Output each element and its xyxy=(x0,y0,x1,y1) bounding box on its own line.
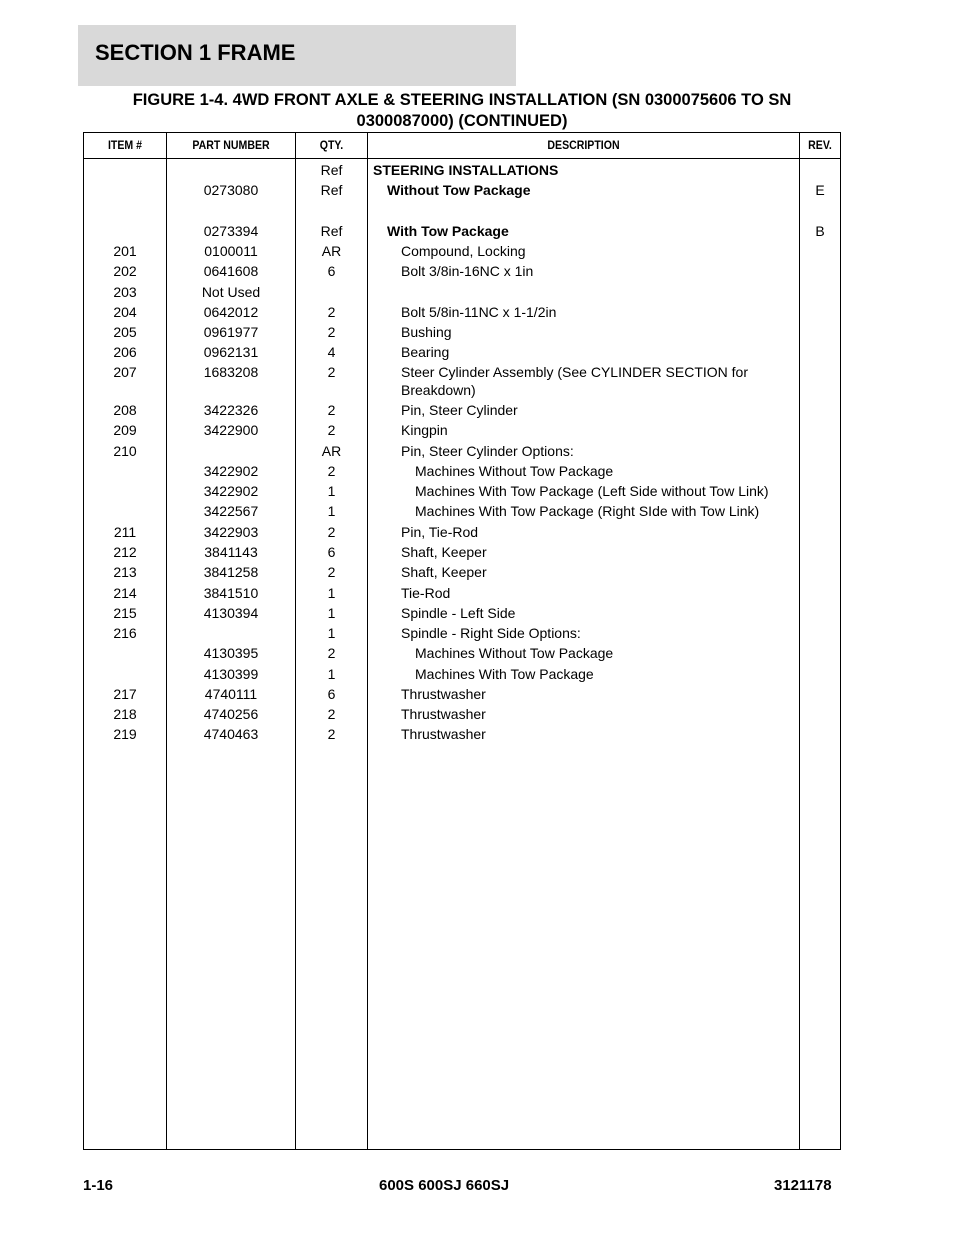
table-row xyxy=(84,283,840,301)
quantity: 1 xyxy=(327,666,336,682)
description: Spindle - Left Side xyxy=(401,605,516,621)
part-number: 4130395 xyxy=(203,645,259,661)
quantity: 6 xyxy=(327,544,336,560)
description: Thrustwasher xyxy=(401,686,486,702)
item-number: 214 xyxy=(113,585,137,601)
item-number: 207 xyxy=(113,364,137,380)
quantity: 2 xyxy=(327,402,336,418)
item-number: 213 xyxy=(113,564,137,580)
table-row xyxy=(84,523,840,541)
table-row xyxy=(84,242,840,260)
item-number: 201 xyxy=(113,243,137,259)
table-row xyxy=(84,323,840,341)
table-row xyxy=(84,442,840,460)
item-number: 204 xyxy=(113,304,137,320)
quantity: AR xyxy=(321,443,342,459)
table-row xyxy=(84,685,840,703)
part-number: 3422902 xyxy=(203,463,259,479)
table-row xyxy=(84,584,840,602)
header-part-number: PART NUMBER xyxy=(192,138,270,152)
description: Bolt 3/8in-16NC x 1in xyxy=(401,263,534,279)
quantity: 1 xyxy=(327,503,336,519)
table-row xyxy=(84,462,840,480)
quantity: 2 xyxy=(327,726,336,742)
quantity: 2 xyxy=(327,706,336,722)
quantity: 2 xyxy=(327,645,336,661)
item-number: 218 xyxy=(113,706,137,722)
table-row xyxy=(84,543,840,561)
item-number: 209 xyxy=(113,422,137,438)
quantity: 2 xyxy=(327,422,336,438)
table-row xyxy=(84,401,840,419)
quantity: 2 xyxy=(327,364,336,380)
item-number: 212 xyxy=(113,544,137,560)
quantity: 2 xyxy=(327,324,336,340)
table-row xyxy=(84,421,840,439)
table-row xyxy=(84,624,840,642)
part-number: 4740111 xyxy=(204,686,258,702)
quantity: 6 xyxy=(327,263,336,279)
part-number: 0273394 xyxy=(203,223,259,239)
part-number: 3422326 xyxy=(203,402,259,418)
quantity: 1 xyxy=(327,483,336,499)
figure-title-line2: 0300087000) (CONTINUED) xyxy=(356,112,568,130)
table-row xyxy=(84,343,840,361)
quantity: 6 xyxy=(327,686,336,702)
item-number: 216 xyxy=(113,625,137,641)
table-row xyxy=(84,363,840,399)
header-rev: REV. xyxy=(808,138,832,152)
part-number: 3841143 xyxy=(204,544,258,560)
description: Steer Cylinder Assembly (See CYLINDER SECTION for Breakdown) xyxy=(401,364,748,398)
item-number: 217 xyxy=(113,686,137,702)
description xyxy=(373,283,801,301)
description: Machines Without Tow Package xyxy=(415,463,614,479)
quantity: 2 xyxy=(327,564,336,580)
figure-title-line1: FIGURE 1-4. 4WD FRONT AXLE & STEERING INSTALLATION (SN 0300075606 TO SN xyxy=(132,91,792,109)
table-row xyxy=(84,644,840,662)
item-number: 215 xyxy=(113,605,137,621)
description: Thrustwasher xyxy=(401,726,486,742)
description: Kingpin xyxy=(401,422,448,438)
description: Tie-Rod xyxy=(401,585,451,601)
item-number: 202 xyxy=(113,263,137,279)
description: Bolt 5/8in-11NC x 1-1/2in xyxy=(401,304,557,320)
description: Thrustwasher xyxy=(401,706,486,722)
part-number: 4130399 xyxy=(203,666,259,682)
part-number: 0962131 xyxy=(203,344,259,360)
section-title: SECTION 1 FRAME xyxy=(95,40,296,65)
table-row xyxy=(84,502,840,520)
part-number: 0641608 xyxy=(203,263,259,279)
part-number: 0273080 xyxy=(203,182,259,198)
quantity: 2 xyxy=(327,463,336,479)
figure-title xyxy=(83,90,841,132)
part-number: 3841258 xyxy=(203,564,259,580)
item-number: 206 xyxy=(113,344,137,360)
part-number: 3841510 xyxy=(203,585,259,601)
description: Without Tow Package xyxy=(387,182,531,198)
header-qty: QTY. xyxy=(319,138,344,152)
parts-table xyxy=(83,132,841,1150)
table-row xyxy=(84,303,840,321)
revision: E xyxy=(815,182,825,198)
quantity: 1 xyxy=(327,605,336,621)
table-row xyxy=(84,725,840,743)
table-row xyxy=(84,222,840,240)
quantity: Ref xyxy=(320,223,343,239)
item-number: 210 xyxy=(113,443,137,459)
description: Pin, Tie-Rod xyxy=(401,524,479,540)
header-item: ITEM # xyxy=(107,138,143,152)
part-number: 4130394 xyxy=(203,605,259,621)
item-number: 205 xyxy=(113,324,137,340)
quantity: 2 xyxy=(327,304,336,320)
quantity: 2 xyxy=(327,524,336,540)
header-description: DESCRIPTION xyxy=(547,138,620,152)
table-row xyxy=(84,482,840,500)
description: Pin, Steer Cylinder xyxy=(401,402,518,418)
model-list: 600S 600SJ 660SJ xyxy=(379,1177,510,1194)
description: Spindle - Right Side Options: xyxy=(401,625,581,641)
revision: B xyxy=(815,223,825,239)
quantity: Ref xyxy=(320,182,343,198)
part-number: 3422903 xyxy=(203,524,259,540)
description: Compound, Locking xyxy=(401,243,526,259)
description: Machines With Tow Package (Left Side without Tow Link) xyxy=(415,483,769,499)
table-row xyxy=(84,604,840,622)
description: With Tow Package xyxy=(387,223,509,239)
description: Bushing xyxy=(401,324,452,340)
quantity: 1 xyxy=(327,625,336,641)
quantity: 4 xyxy=(327,344,336,360)
part-number: 0642012 xyxy=(203,304,259,320)
description: Bearing xyxy=(401,344,450,360)
item-number: 208 xyxy=(113,402,137,418)
quantity: 1 xyxy=(327,585,336,601)
description: Shaft, Keeper xyxy=(401,544,487,560)
item-number: 211 xyxy=(113,524,137,540)
part-number: 0961977 xyxy=(203,324,259,340)
part-number: 3422900 xyxy=(203,422,259,438)
part-number: 3422902 xyxy=(203,483,259,499)
description: Machines With Tow Package (Right SIde with Tow Link) xyxy=(415,503,760,519)
parts-rows xyxy=(84,159,840,743)
description: Machines Without Tow Package xyxy=(415,645,614,661)
description: Pin, Steer Cylinder Options: xyxy=(401,443,574,459)
quantity: AR xyxy=(321,243,342,259)
item-number: 219 xyxy=(113,726,137,742)
table-row xyxy=(84,181,840,199)
table-row xyxy=(84,161,840,179)
table-row xyxy=(84,705,840,723)
table-row xyxy=(84,563,840,581)
part-number: 4740256 xyxy=(203,706,259,722)
page-number: 1-16 xyxy=(83,1177,114,1194)
part-number: 1683208 xyxy=(203,364,259,380)
table-row xyxy=(84,665,840,683)
description: Shaft, Keeper xyxy=(401,564,487,580)
part-number: 3422567 xyxy=(203,503,259,519)
description: STEERING INSTALLATIONS xyxy=(373,162,559,178)
description: Machines With Tow Package xyxy=(415,666,594,682)
part-number: 4740463 xyxy=(203,726,259,742)
quantity: Ref xyxy=(320,162,343,178)
part-number: Not Used xyxy=(201,284,261,300)
part-number: 0100011 xyxy=(204,243,258,259)
table-row xyxy=(84,262,840,280)
document-number: 3121178 xyxy=(774,1177,832,1194)
item-number: 203 xyxy=(113,284,137,300)
